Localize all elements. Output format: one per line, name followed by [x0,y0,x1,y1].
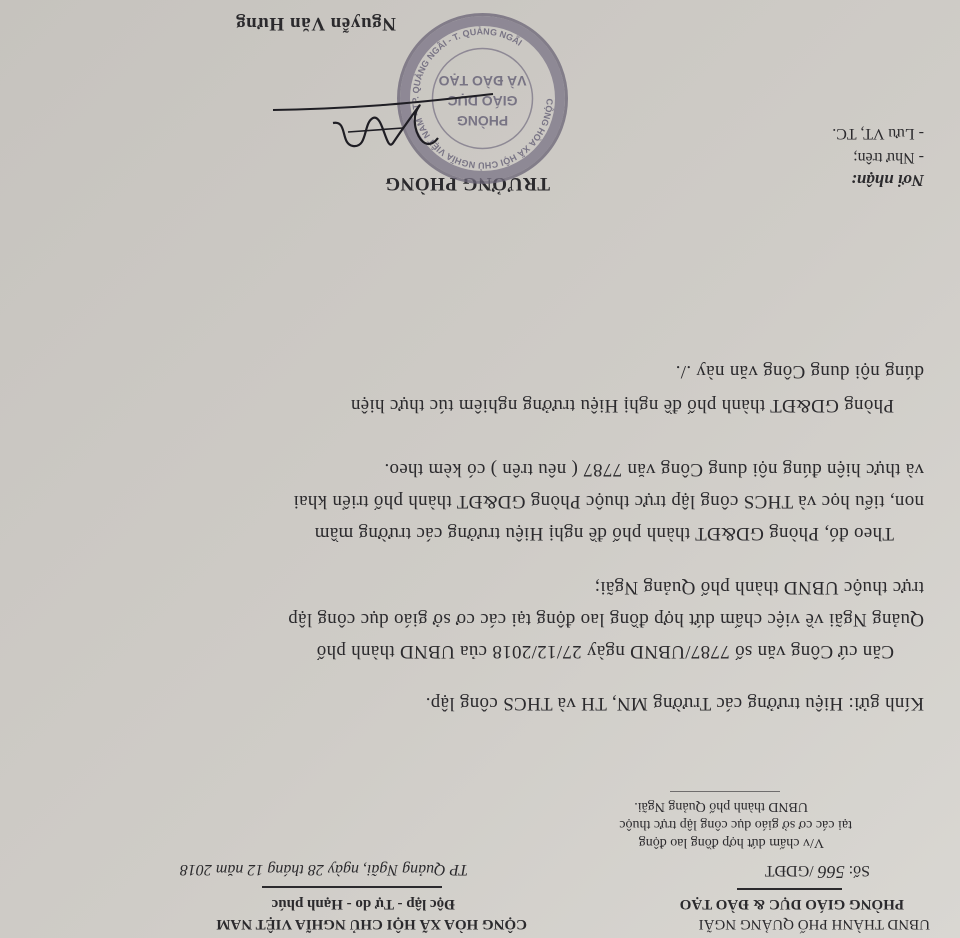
agency-underline [737,889,842,891]
number-prefix: Số: [848,862,870,879]
stamp-line3: VÀ ĐÀO TẠO [438,73,527,89]
body-p1-line1: Căn cứ Công văn số 7787/UBND ngày 27/12/2018 của UBND thành phố [316,641,894,662]
subject-line2: tại các cơ sở giáo dục công lập trực thuộc [619,817,852,832]
recipient-item-2: - Lưu VT, TC. [832,125,924,142]
recipients-label: Nơi nhận: [851,171,924,190]
body-p1-line3: trực thuộc UBND thành phố Quảng Ngãi; [594,577,924,598]
signature-scribble [268,78,498,168]
recipient-line: Kính gửi: Hiệu trưởng các Trường MN, TH và THCS công lập. [425,693,924,714]
subject-underline [670,791,780,792]
nation-line1: CỘNG HÒA XÃ HỘI CHỦ NGHĨA VIỆT NAM [216,916,527,932]
stamp-line1: PHÒNG [456,113,509,129]
subject-line1: V/v chấm dứt hợp đồng lao động [638,835,824,850]
body-p2-line1: Theo đó, Phòng GD&ĐT thành phố đề nghị Hiệu trưởng các trường mầm [314,523,894,544]
body-p2-line3: và thực hiện đúng nội dung Công văn 7787 ( nêu trên ) có kèm theo. [384,459,924,480]
number-value: 566 [817,862,845,882]
document-number [765,861,870,882]
agency-line1: UBND THÀNH PHỐ QUẢNG NGÃI [698,916,930,932]
nation-underline [262,887,442,889]
body-p2-line2: non, tiểu học và THCS công lập trực thuộc Phòng GD&ĐT thành phố triển khai [293,491,924,512]
nation-line2: Độc lập - Tự do - Hạnh phúc [271,896,455,912]
number-suffix: /GDĐT [764,862,814,879]
body-p3-line2: đúng nội dung Công văn này ./. [675,361,924,382]
body-p3-line1: Phòng GD&ĐT thành phố đề nghị Hiệu trưởng nghiêm túc thực hiện [350,395,894,416]
stamp-ring-text: CỘNG HÒA XÃ HỘI CHỦ NGHĨA VIỆT NAM * TP. QUẢNG NGÃI - T. QUẢNG NGÃI [410,26,555,171]
document-date: TP Quảng Ngãi, ngày 28 tháng 12 năm 2018 [179,861,468,878]
signer-name: Nguyễn Văn Hưng [235,13,396,34]
subject-line3: UBND thành phố Quảng Ngãi. [634,799,808,814]
body-p1-line2: Quảng Ngãi về việc chấm dứt hợp đồng lao động tại các cơ sở giáo dục công lập [288,609,924,630]
signer-title: TRƯỞNG PHÒNG [384,173,550,194]
recipient-item-1: - Như trên; [853,149,924,166]
agency-line2: PHÒNG GIÁO DỤC & ĐÀO TẠO [679,896,904,912]
stamp-line2: GIÁO DỤC [447,93,518,109]
